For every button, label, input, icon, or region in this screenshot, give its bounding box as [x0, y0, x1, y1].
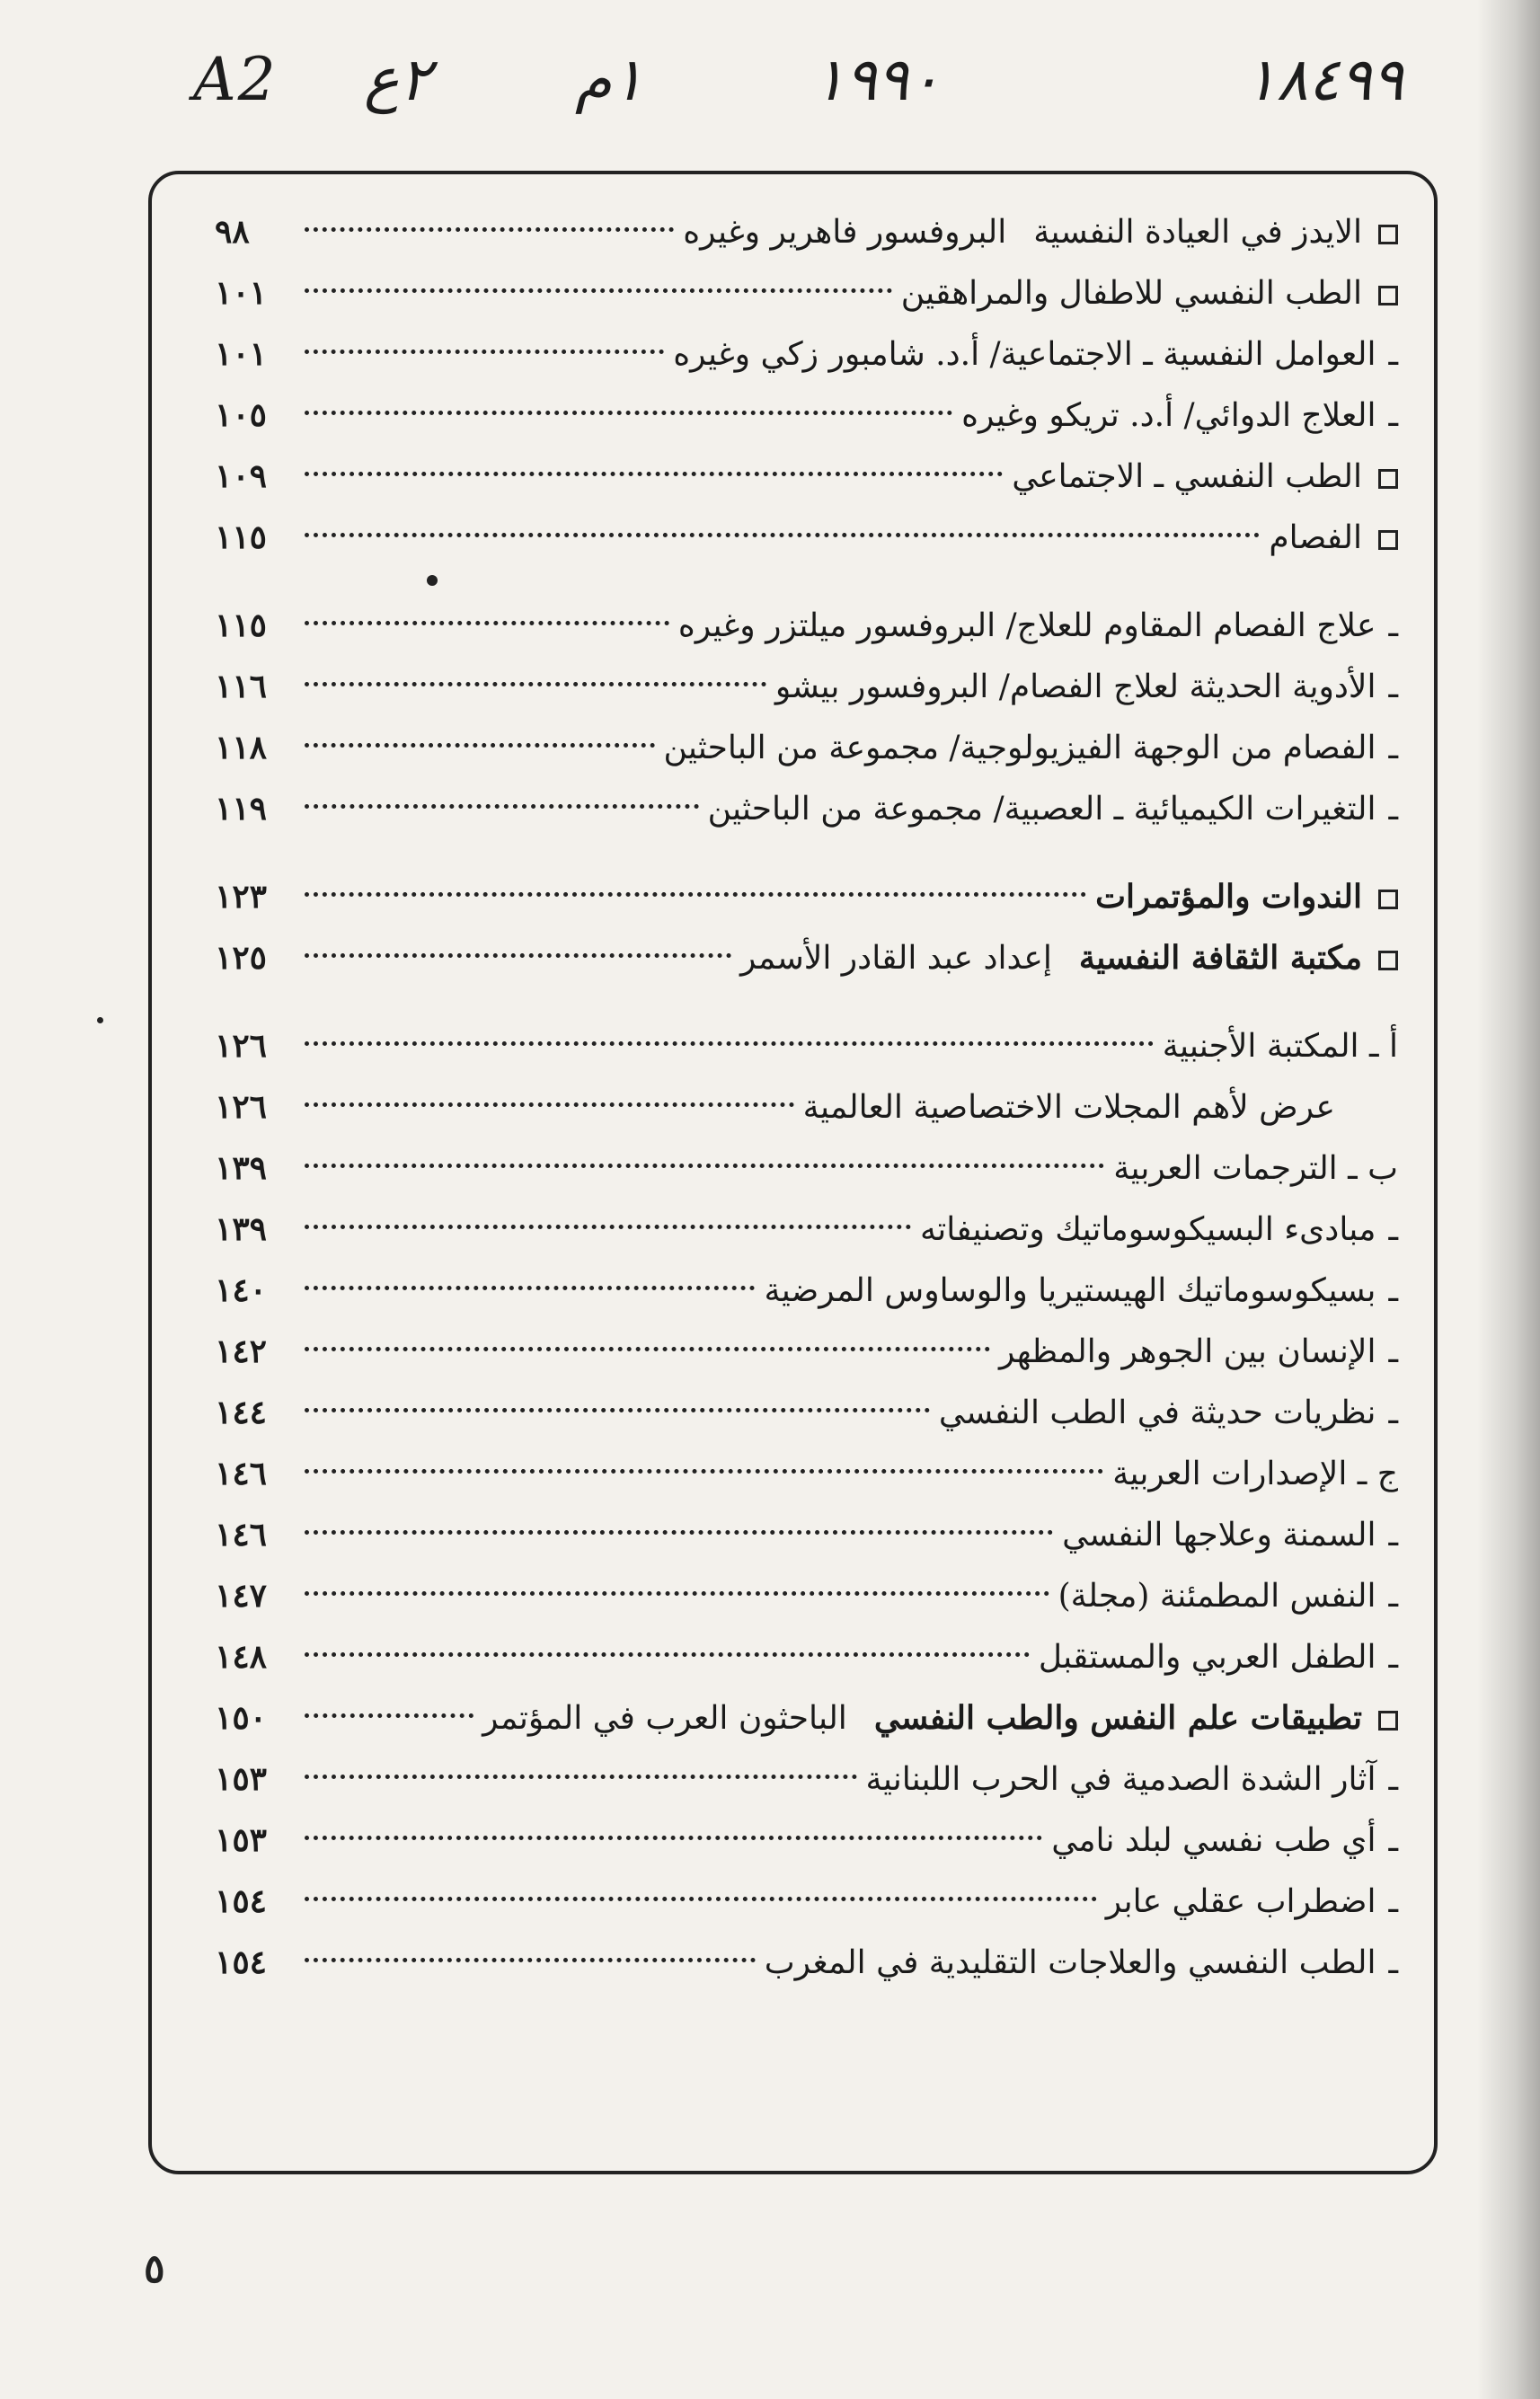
bullet-dash-icon: ـ [1388, 1211, 1398, 1248]
bullet-dash-icon: ـ [1388, 668, 1398, 705]
dot-leader [305, 1591, 1049, 1596]
handwritten-volume: ١م [575, 45, 644, 114]
toc-entry-page-number: ١٥٤ [215, 1943, 268, 1981]
toc-entry-page-number: ١١٨ [215, 729, 268, 766]
handwritten-accession-number: ١٨٤٩٩ [1244, 45, 1404, 114]
toc-entry-page-number: ١٠١ [215, 274, 268, 312]
table-of-contents-list [152, 201, 1434, 1993]
bullet-dash-icon: ـ [1388, 1272, 1398, 1309]
toc-entry [152, 201, 1434, 262]
toc-entry-page-number: ١٤٢ [215, 1332, 268, 1370]
toc-entry-title: اضطراب عقلي عابر [1105, 1883, 1376, 1920]
dot-leader [305, 1775, 857, 1779]
dot-leader [305, 621, 669, 625]
toc-entry-title: مبادىء البسيكوسوماتيك وتصنيفاته [919, 1211, 1376, 1248]
toc-entry-page-number: ١٤٧ [215, 1577, 268, 1615]
page-number: ٥ [144, 2246, 165, 2292]
dot-leader [305, 743, 655, 748]
toc-entry-title: التغيرات الكيميائية ـ العصبية/ مجموعة من الباحثين [707, 791, 1376, 828]
toc-entry-title: العوامل النفسية ـ الاجتماعية/ أ.د. شامبور زكي وغيره [673, 336, 1376, 373]
toc-entry [152, 1748, 1434, 1810]
toc-entry [152, 1015, 1434, 1076]
toc-entry-page-number: ١٣٩ [215, 1210, 268, 1248]
toc-entry-author: إعداد عبد القادر الأسمر [739, 940, 1052, 977]
toc-entry-title: ج ـ الإصدارات العربية [1112, 1456, 1398, 1492]
dot-leader [305, 1286, 755, 1290]
toc-entry-title: الطفل العربي والمستقبل [1038, 1639, 1376, 1676]
toc-entry-title: الإنسان بين الجوهر والمظهر [998, 1333, 1376, 1370]
toc-entry-page-number: ١٣٩ [215, 1149, 268, 1187]
checkbox-square-icon [1378, 225, 1398, 244]
page-edge-shadow [1477, 0, 1540, 2399]
bullet-dash-icon: ـ [1388, 397, 1398, 434]
dot-leader [305, 1164, 1104, 1168]
toc-entry [152, 1321, 1434, 1382]
bullet-dash-icon: ـ [1388, 1333, 1398, 1370]
dot-leader [305, 1469, 1103, 1474]
toc-entry-title: السمنة وعلاجها النفسي [1062, 1517, 1376, 1554]
toc-entry-title: الفصام من الوجهة الفيزيولوجية/ مجموعة من الباحثين [663, 730, 1376, 766]
toc-entry-page-number: ١٢٦ [215, 1088, 268, 1126]
bullet-dash-icon: ـ [1388, 1394, 1398, 1431]
toc-entry-page-number: ١٥٠ [215, 1699, 268, 1737]
dot-leader [305, 1958, 756, 1962]
toc-entry-page-number: ١٤٠ [215, 1271, 268, 1309]
dot-leader [305, 1408, 930, 1412]
toc-entry [152, 1871, 1434, 1932]
checkbox-square-icon [1378, 1711, 1398, 1731]
bullet-dash-icon: ـ [1388, 607, 1398, 644]
toc-entry [152, 595, 1434, 656]
bullet-dash-icon: ـ [1388, 1822, 1398, 1859]
bullet-dash-icon: ـ [1388, 1517, 1398, 1554]
dot-leader [305, 1897, 1097, 1901]
toc-entry-title: نظريات حديثة في الطب النفسي [938, 1394, 1376, 1431]
toc-entry [152, 1382, 1434, 1443]
dot-leader [305, 411, 952, 415]
toc-entry [152, 1565, 1434, 1626]
bullet-dash-icon: ـ [1388, 1639, 1398, 1676]
toc-entry [152, 1932, 1434, 1993]
toc-entry-page-number: ٩٨ [215, 213, 250, 251]
toc-entry [152, 1443, 1434, 1504]
toc-entry-author: البروفسور فاهرير وغيره [683, 214, 1007, 251]
dot-leader [305, 1041, 1154, 1046]
print-speck [97, 1017, 103, 1023]
toc-entry-title: النفس المطمئنة (مجلة) [1058, 1578, 1376, 1615]
dot-leader [305, 1347, 990, 1351]
toc-entry-title: العلاج الدوائي/ أ.د. تريكو وغيره [961, 397, 1376, 434]
table-of-contents-frame [148, 171, 1438, 2174]
toc-entry-title: الايدز في العيادة النفسية [1033, 214, 1362, 251]
dot-leader [305, 1652, 1030, 1657]
dot-leader [305, 804, 699, 809]
toc-entry [152, 927, 1434, 988]
bullet-dash-icon: ـ [1388, 1944, 1398, 1981]
dot-leader [305, 1836, 1042, 1840]
toc-entry-page-number: ١٥٣ [215, 1821, 268, 1859]
dot-leader [305, 682, 766, 686]
bullet-dash-icon: ـ [1388, 791, 1398, 828]
toc-entry [152, 1810, 1434, 1871]
toc-entry [152, 385, 1434, 446]
toc-entry [152, 1626, 1434, 1687]
toc-entry [152, 1138, 1434, 1199]
bullet-dash-icon: ـ [1388, 1883, 1398, 1920]
toc-entry-page-number: ١٢٥ [215, 939, 268, 977]
toc-entry-title: أ ـ المكتبة الأجنبية [1162, 1028, 1398, 1065]
toc-entry-title: الندوات والمؤتمرات [1095, 878, 1362, 916]
toc-entry-title: الفصام [1269, 519, 1362, 556]
toc-entry [152, 507, 1434, 568]
checkbox-square-icon [1378, 890, 1398, 909]
toc-entry-page-number: ١٢٦ [215, 1027, 268, 1065]
bullet-dash-icon: ـ [1388, 1761, 1398, 1798]
toc-entry-page-number: ١٠٥ [215, 396, 268, 434]
toc-entry-page-number: ١١٦ [215, 668, 268, 705]
toc-entry-page-number: ١٢٣ [215, 878, 268, 916]
dot-leader [305, 350, 664, 354]
handwritten-code: A2 [193, 45, 278, 114]
toc-entry-title: الطب النفسي والعلاجات التقليدية في المغرب [764, 1944, 1376, 1981]
toc-entry [152, 1076, 1434, 1138]
toc-entry-title: تطبيقات علم النفس والطب النفسي [873, 1699, 1362, 1737]
toc-entry-page-number: ١٤٦ [215, 1516, 268, 1554]
dot-leader [305, 892, 1086, 897]
toc-entry-title: الطب النفسي للاطفال والمراهقين [900, 275, 1362, 312]
toc-entry-title: الأدوية الحديثة لعلاج الفصام/ البروفسور بيشو [774, 668, 1376, 705]
toc-entry-title: ب ـ الترجمات العربية [1113, 1150, 1398, 1187]
toc-entry-title: علاج الفصام المقاوم للعلاج/ البروفسور ميلتزر وغيره [677, 607, 1376, 644]
toc-entry [152, 323, 1434, 385]
toc-entry-page-number: ١٤٨ [215, 1638, 268, 1676]
toc-entry-title: بسيكوسوماتيك الهيستيريا والوساوس المرضية [764, 1272, 1376, 1309]
toc-entry-author: الباحثون العرب في المؤتمر [482, 1700, 847, 1737]
toc-entry [152, 446, 1434, 507]
toc-entry [152, 1504, 1434, 1565]
dot-leader [305, 1713, 474, 1718]
bullet-dash-icon: ـ [1388, 1578, 1398, 1615]
toc-entry-page-number: ١٥٤ [215, 1882, 268, 1920]
toc-entry-page-number: ١٤٦ [215, 1455, 268, 1492]
checkbox-square-icon [1378, 530, 1398, 550]
dot-leader [305, 1225, 911, 1229]
dot-leader [305, 1102, 794, 1107]
toc-entry [152, 1199, 1434, 1260]
dot-leader [305, 1530, 1053, 1535]
handwritten-issue: ٢ع [364, 45, 431, 114]
bullet-dash-icon: ـ [1388, 336, 1398, 373]
toc-entry-page-number: ١٤٤ [215, 1394, 268, 1431]
toc-entry-page-number: ١٠١ [215, 335, 268, 373]
checkbox-square-icon [1378, 469, 1398, 489]
checkbox-square-icon [1378, 951, 1398, 970]
toc-entry [152, 1687, 1434, 1748]
dot-leader [305, 288, 892, 293]
bullet-dash-icon: ـ [1388, 730, 1398, 766]
toc-entry [152, 717, 1434, 778]
toc-entry-page-number: ١٥٣ [215, 1760, 268, 1798]
toc-entry-title: أي طب نفسي لبلد نامي [1051, 1822, 1376, 1859]
dot-leader [305, 533, 1260, 537]
toc-entry [152, 262, 1434, 323]
toc-entry-page-number: ١١٥ [215, 518, 268, 556]
toc-entry-page-number: ١٠٩ [215, 457, 268, 495]
print-speck [427, 575, 438, 586]
toc-entry [152, 1260, 1434, 1321]
toc-entry [152, 778, 1434, 839]
toc-entry-page-number: ١١٥ [215, 606, 268, 644]
toc-entry-page-number: ١١٩ [215, 790, 268, 828]
toc-entry-title: الطب النفسي ـ الاجتماعي [1012, 458, 1362, 495]
handwritten-catalog-note [0, 45, 1540, 144]
toc-entry-title: مكتبة الثقافة النفسية [1078, 939, 1362, 977]
toc-entry-title: عرض لأهم المجلات الاختصاصية العالمية [802, 1089, 1335, 1126]
toc-entry-title: آثار الشدة الصدمية في الحرب اللبنانية [865, 1761, 1376, 1798]
handwritten-year: ١٩٩٠ [813, 45, 941, 114]
dot-leader [305, 227, 674, 232]
checkbox-square-icon [1378, 286, 1398, 305]
toc-entry [152, 866, 1434, 927]
toc-entry [152, 656, 1434, 717]
dot-leader [305, 953, 731, 958]
dot-leader [305, 472, 1003, 476]
